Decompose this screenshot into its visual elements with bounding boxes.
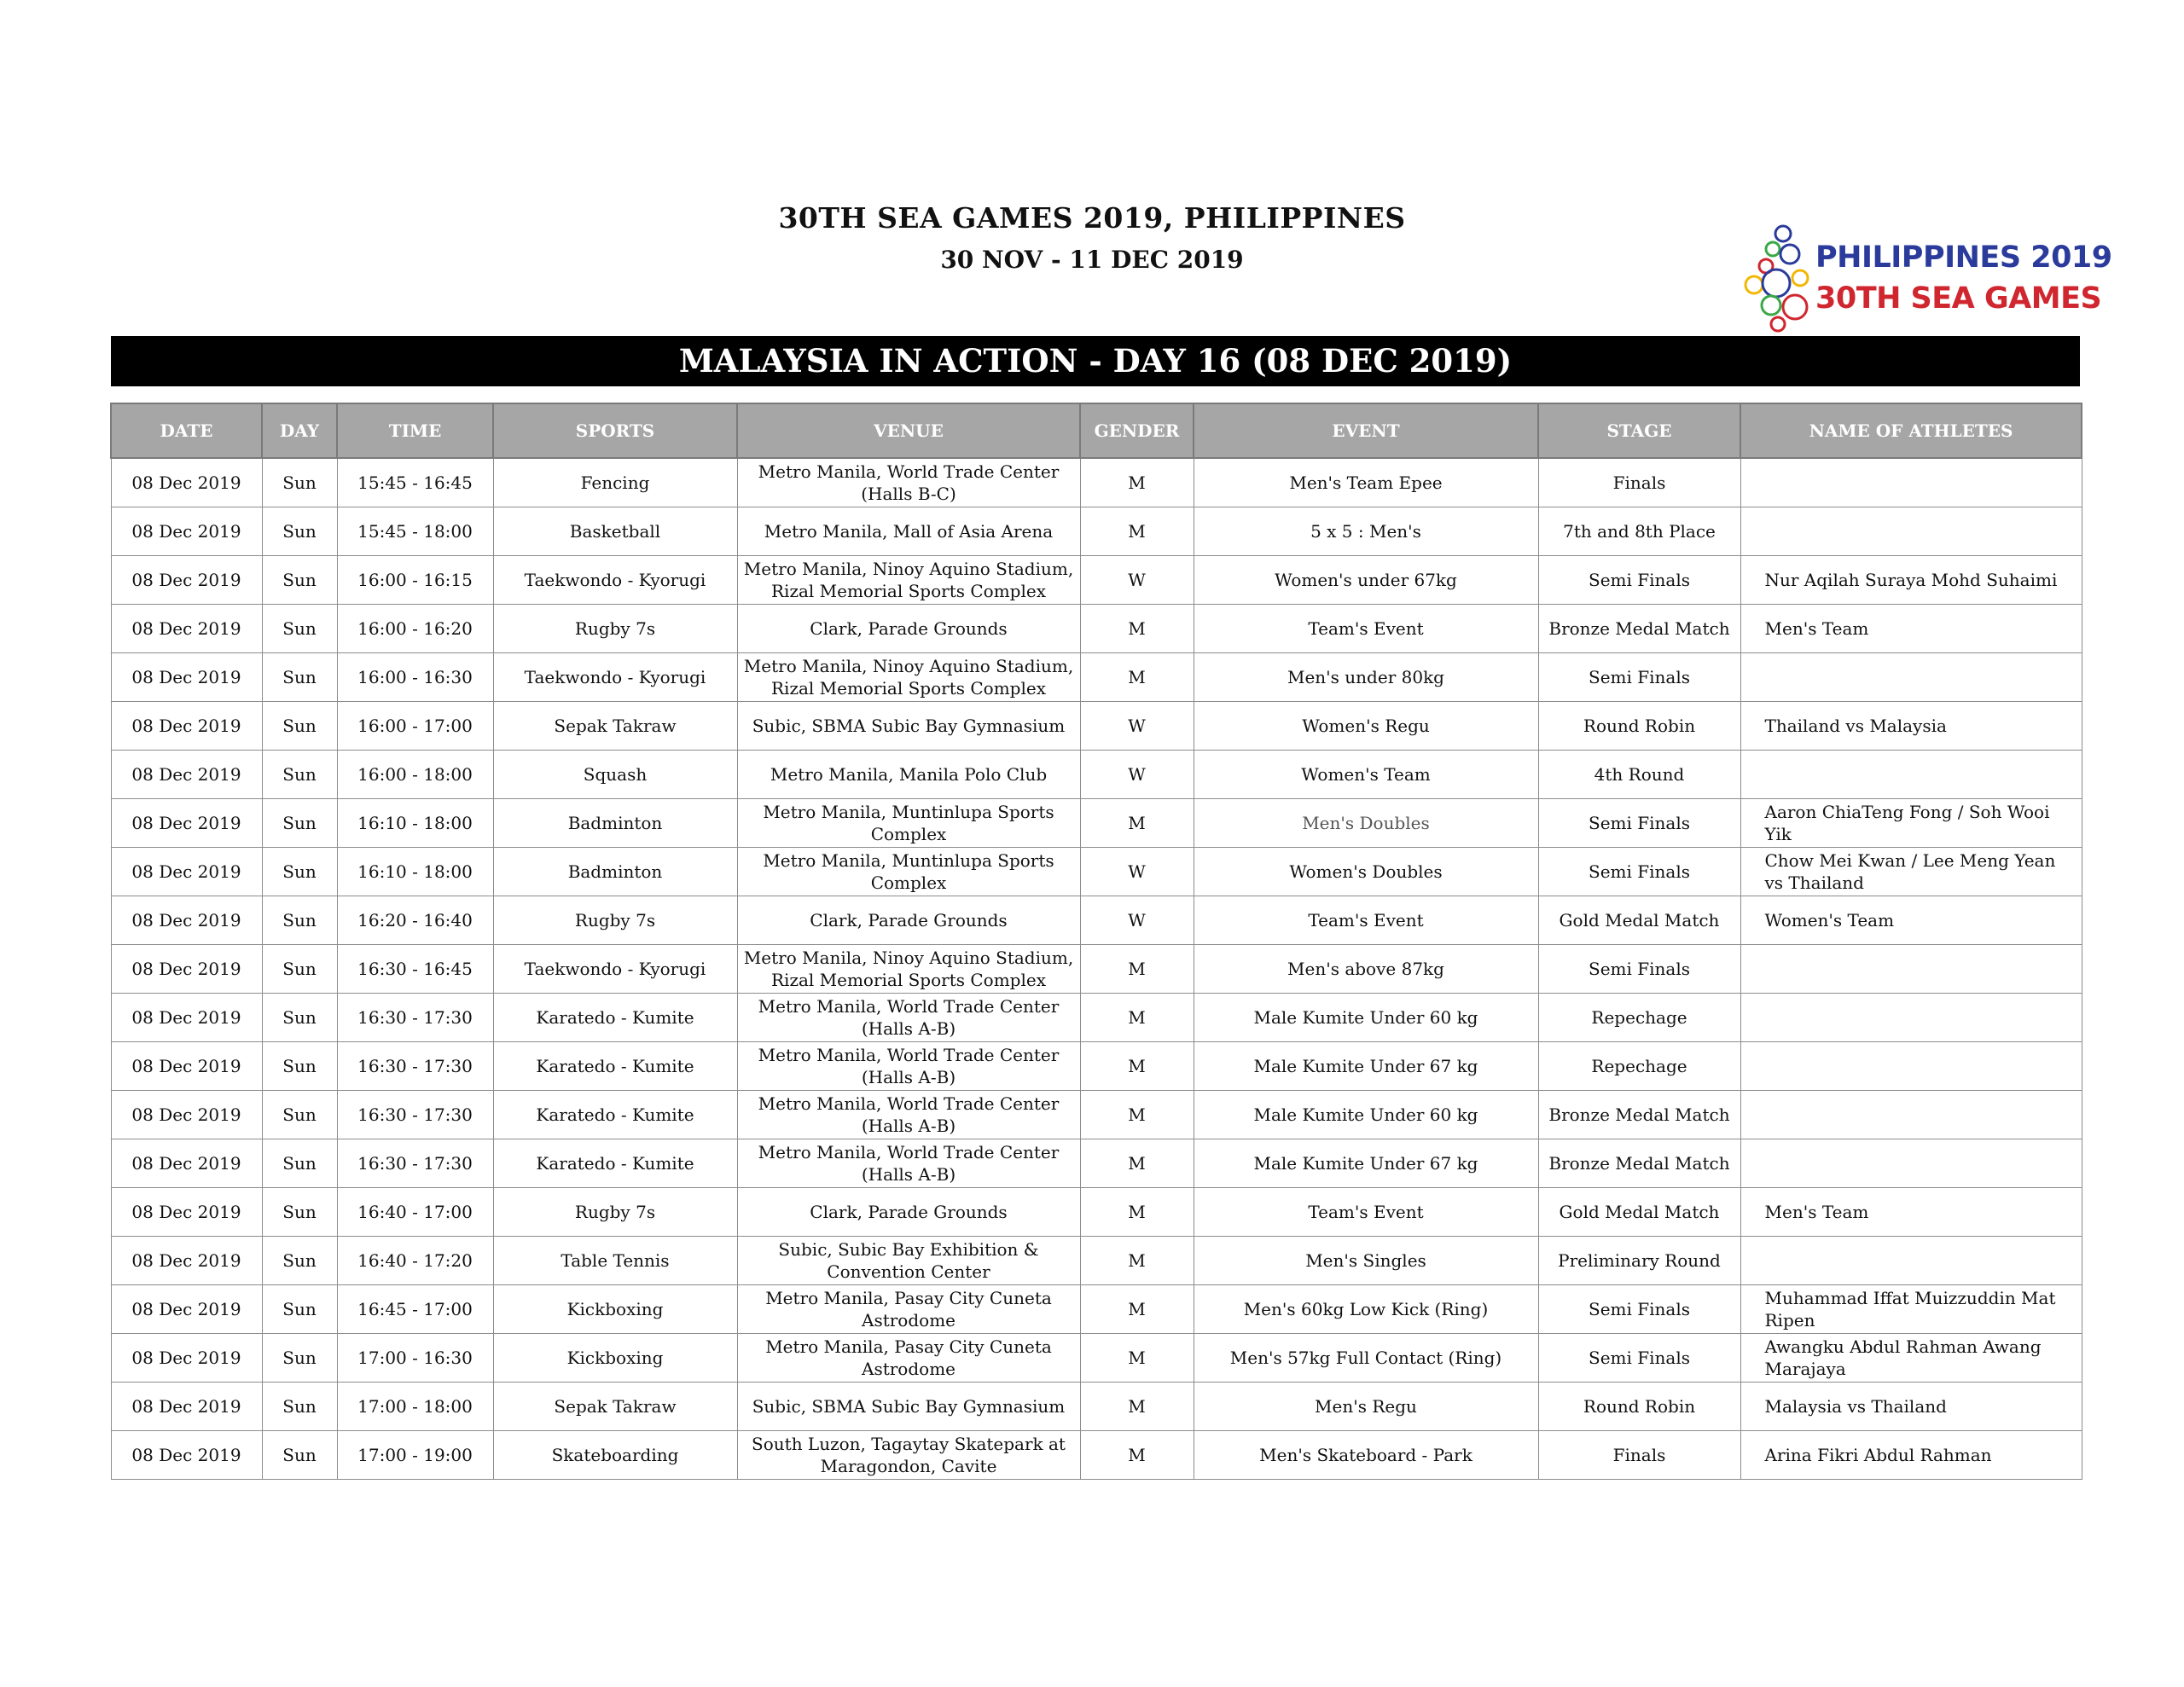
- cell-venue: Metro Manila, Ninoy Aquino Stadium, Rizal Memorial Sports Complex: [737, 653, 1080, 702]
- cell-sport: Karatedo - Kumite: [493, 1042, 737, 1091]
- cell-date: 08 Dec 2019: [111, 896, 262, 945]
- cell-time: 16:00 - 16:15: [337, 556, 493, 605]
- cell-date: 08 Dec 2019: [111, 653, 262, 702]
- column-header-event: EVENT: [1194, 403, 1538, 458]
- cell-athletes: Awangku Abdul Rahman Awang Marajaya: [1740, 1334, 2082, 1383]
- cell-day: Sun: [262, 1042, 337, 1091]
- cell-athletes: Women's Team: [1740, 896, 2082, 945]
- cell-stage: Semi Finals: [1538, 848, 1740, 896]
- table-row: [111, 896, 2082, 945]
- column-header-day: DAY: [262, 403, 337, 458]
- cell-day: Sun: [262, 1237, 337, 1285]
- cell-stage: Semi Finals: [1538, 799, 1740, 848]
- column-header-stage: STAGE: [1538, 403, 1740, 458]
- cell-sport: Rugby 7s: [493, 1188, 737, 1237]
- cell-day: Sun: [262, 1334, 337, 1383]
- cell-stage: Finals: [1538, 1431, 1740, 1480]
- cell-day: Sun: [262, 1188, 337, 1237]
- cell-date: 08 Dec 2019: [111, 1334, 262, 1383]
- cell-time: 16:00 - 18:00: [337, 751, 493, 799]
- cell-time: 16:30 - 17:30: [337, 1042, 493, 1091]
- cell-event: Women's Team: [1194, 751, 1538, 799]
- cell-time: 16:30 - 17:30: [337, 1139, 493, 1188]
- column-header-time: TIME: [337, 403, 493, 458]
- cell-gender: W: [1080, 848, 1194, 896]
- cell-stage: Bronze Medal Match: [1538, 1091, 1740, 1139]
- cell-date: 08 Dec 2019: [111, 1285, 262, 1334]
- cell-day: Sun: [262, 702, 337, 751]
- cell-stage: Round Robin: [1538, 702, 1740, 751]
- logo-text-philippines: PHILIPPINES 2019: [1815, 241, 2112, 275]
- cell-event: Men's under 80kg: [1194, 653, 1538, 702]
- cell-stage: 4th Round: [1538, 751, 1740, 799]
- cell-venue: Metro Manila, World Trade Center (Halls A-B): [737, 1042, 1080, 1091]
- cell-date: 08 Dec 2019: [111, 945, 262, 994]
- cell-time: 16:45 - 17:00: [337, 1285, 493, 1334]
- schedule-table: [110, 403, 2082, 1480]
- cell-gender: W: [1080, 702, 1194, 751]
- table-row: [111, 799, 2082, 848]
- cell-event: Male Kumite Under 60 kg: [1194, 994, 1538, 1042]
- cell-gender: M: [1080, 1091, 1194, 1139]
- cell-time: 16:00 - 16:30: [337, 653, 493, 702]
- cell-stage: Repechage: [1538, 1042, 1740, 1091]
- cell-sport: Sepak Takraw: [493, 702, 737, 751]
- cell-gender: M: [1080, 799, 1194, 848]
- cell-athletes: Muhammad Iffat Muizzuddin Mat Ripen: [1740, 1285, 2082, 1334]
- cell-stage: Gold Medal Match: [1538, 1188, 1740, 1237]
- table-row: [111, 848, 2082, 896]
- cell-gender: M: [1080, 1237, 1194, 1285]
- cell-time: 16:30 - 17:30: [337, 994, 493, 1042]
- cell-sport: Sepak Takraw: [493, 1383, 737, 1431]
- cell-event: Men's 57kg Full Contact (Ring): [1194, 1334, 1538, 1383]
- cell-date: 08 Dec 2019: [111, 702, 262, 751]
- cell-sport: Badminton: [493, 799, 737, 848]
- cell-time: 16:30 - 16:45: [337, 945, 493, 994]
- cell-gender: M: [1080, 994, 1194, 1042]
- cell-venue: Metro Manila, Muntinlupa Sports Complex: [737, 848, 1080, 896]
- cell-sport: Fencing: [493, 458, 737, 507]
- cell-date: 08 Dec 2019: [111, 507, 262, 556]
- cell-venue: Subic, SBMA Subic Bay Gymnasium: [737, 702, 1080, 751]
- cell-time: 16:10 - 18:00: [337, 848, 493, 896]
- cell-gender: M: [1080, 1431, 1194, 1480]
- cell-sport: Karatedo - Kumite: [493, 1091, 737, 1139]
- cell-date: 08 Dec 2019: [111, 799, 262, 848]
- cell-date: 08 Dec 2019: [111, 1042, 262, 1091]
- cell-venue: Metro Manila, Ninoy Aquino Stadium, Rizal Memorial Sports Complex: [737, 945, 1080, 994]
- cell-time: 16:10 - 18:00: [337, 799, 493, 848]
- cell-gender: M: [1080, 458, 1194, 507]
- cell-time: 16:20 - 16:40: [337, 896, 493, 945]
- cell-gender: W: [1080, 556, 1194, 605]
- cell-sport: Taekwondo - Kyorugi: [493, 945, 737, 994]
- cell-venue: Subic, SBMA Subic Bay Gymnasium: [737, 1383, 1080, 1431]
- column-header-gender: GENDER: [1080, 403, 1194, 458]
- page-title: 30TH SEA GAMES 2019, PHILIPPINES: [778, 201, 1406, 235]
- cell-date: 08 Dec 2019: [111, 1383, 262, 1431]
- cell-stage: Semi Finals: [1538, 945, 1740, 994]
- cell-time: 16:00 - 16:20: [337, 605, 493, 653]
- cell-date: 08 Dec 2019: [111, 994, 262, 1042]
- cell-sport: Rugby 7s: [493, 605, 737, 653]
- cell-venue: Metro Manila, Manila Polo Club: [737, 751, 1080, 799]
- cell-venue: Metro Manila, World Trade Center (Halls A-B): [737, 1091, 1080, 1139]
- cell-athletes: Men's Team: [1740, 1188, 2082, 1237]
- cell-stage: Round Robin: [1538, 1383, 1740, 1431]
- cell-event: Women's Regu: [1194, 702, 1538, 751]
- cell-day: Sun: [262, 1091, 337, 1139]
- cell-venue: Clark, Parade Grounds: [737, 605, 1080, 653]
- cell-sport: Basketball: [493, 507, 737, 556]
- cell-athletes: Men's Team: [1740, 605, 2082, 653]
- table-row: [111, 458, 2082, 507]
- cell-venue: Metro Manila, Mall of Asia Arena: [737, 507, 1080, 556]
- cell-sport: Taekwondo - Kyorugi: [493, 556, 737, 605]
- cell-day: Sun: [262, 1383, 337, 1431]
- cell-venue: Subic, Subic Bay Exhibition & Convention Center: [737, 1237, 1080, 1285]
- cell-sport: Taekwondo - Kyorugi: [493, 653, 737, 702]
- table-row: [111, 507, 2082, 556]
- cell-gender: W: [1080, 896, 1194, 945]
- cell-date: 08 Dec 2019: [111, 556, 262, 605]
- cell-day: Sun: [262, 896, 337, 945]
- cell-stage: Gold Medal Match: [1538, 896, 1740, 945]
- cell-sport: Table Tennis: [493, 1237, 737, 1285]
- cell-sport: Squash: [493, 751, 737, 799]
- cell-athletes: Malaysia vs Thailand: [1740, 1383, 2082, 1431]
- cell-event: Team's Event: [1194, 605, 1538, 653]
- table-row: [111, 994, 2082, 1042]
- cell-event: Men's 60kg Low Kick (Ring): [1194, 1285, 1538, 1334]
- cell-stage: Finals: [1538, 458, 1740, 507]
- cell-athletes: Thailand vs Malaysia: [1740, 702, 2082, 751]
- table-row: [111, 1042, 2082, 1091]
- cell-gender: M: [1080, 507, 1194, 556]
- cell-time: 17:00 - 16:30: [337, 1334, 493, 1383]
- cell-venue: Metro Manila, World Trade Center (Halls A-B): [737, 1139, 1080, 1188]
- table-row: [111, 1188, 2082, 1237]
- table-row: [111, 1285, 2082, 1334]
- cell-day: Sun: [262, 945, 337, 994]
- column-header-athletes: NAME OF ATHLETES: [1740, 403, 2082, 458]
- cell-sport: Kickboxing: [493, 1334, 737, 1383]
- cell-day: Sun: [262, 507, 337, 556]
- cell-time: 15:45 - 16:45: [337, 458, 493, 507]
- cell-gender: M: [1080, 605, 1194, 653]
- event-dates: 30 NOV - 11 DEC 2019: [940, 246, 1244, 274]
- cell-time: 16:40 - 17:20: [337, 1237, 493, 1285]
- table-row: [111, 1431, 2082, 1480]
- cell-venue: South Luzon, Tagaytay Skatepark at Maragondon, Cavite: [737, 1431, 1080, 1480]
- cell-stage: Preliminary Round: [1538, 1237, 1740, 1285]
- cell-date: 08 Dec 2019: [111, 605, 262, 653]
- cell-event: Women's Doubles: [1194, 848, 1538, 896]
- table-row: [111, 1237, 2082, 1285]
- cell-time: 16:30 - 17:30: [337, 1091, 493, 1139]
- table-row: [111, 653, 2082, 702]
- cell-stage: Semi Finals: [1538, 1334, 1740, 1383]
- cell-date: 08 Dec 2019: [111, 458, 262, 507]
- cell-athletes: [1740, 1042, 2082, 1091]
- cell-event: 5 x 5 : Men's: [1194, 507, 1538, 556]
- cell-event: Men's above 87kg: [1194, 945, 1538, 994]
- cell-stage: 7th and 8th Place: [1538, 507, 1740, 556]
- cell-day: Sun: [262, 1431, 337, 1480]
- cell-athletes: [1740, 994, 2082, 1042]
- cell-time: 17:00 - 18:00: [337, 1383, 493, 1431]
- cell-time: 16:40 - 17:00: [337, 1188, 493, 1237]
- table-row: [111, 751, 2082, 799]
- cell-athletes: [1740, 1091, 2082, 1139]
- cell-day: Sun: [262, 556, 337, 605]
- table-header-row: [111, 403, 2082, 458]
- cell-event: Men's Team Epee: [1194, 458, 1538, 507]
- table-row: [111, 1334, 2082, 1383]
- cell-gender: M: [1080, 1139, 1194, 1188]
- cell-sport: Skateboarding: [493, 1431, 737, 1480]
- cell-time: 17:00 - 19:00: [337, 1431, 493, 1480]
- cell-event: Team's Event: [1194, 1188, 1538, 1237]
- cell-sport: Kickboxing: [493, 1285, 737, 1334]
- cell-day: Sun: [262, 994, 337, 1042]
- table-row: [111, 702, 2082, 751]
- cell-athletes: [1740, 1237, 2082, 1285]
- cell-day: Sun: [262, 1285, 337, 1334]
- cell-venue: Metro Manila, World Trade Center (Halls B-C): [737, 458, 1080, 507]
- cell-athletes: Nur Aqilah Suraya Mohd Suhaimi: [1740, 556, 2082, 605]
- cell-day: Sun: [262, 653, 337, 702]
- cell-time: 16:00 - 17:00: [337, 702, 493, 751]
- cell-venue: Metro Manila, Ninoy Aquino Stadium, Rizal Memorial Sports Complex: [737, 556, 1080, 605]
- sea-games-logo: [1740, 223, 2112, 334]
- cell-stage: Semi Finals: [1538, 556, 1740, 605]
- cell-venue: Metro Manila, Pasay City Cuneta Astrodome: [737, 1285, 1080, 1334]
- table-row: [111, 1139, 2082, 1188]
- cell-athletes: [1740, 945, 2082, 994]
- cell-athletes: [1740, 1139, 2082, 1188]
- cell-day: Sun: [262, 799, 337, 848]
- cell-stage: Bronze Medal Match: [1538, 605, 1740, 653]
- logo-text-sea-games: 30TH SEA GAMES: [1815, 281, 2102, 316]
- schedule-body: [111, 458, 2082, 1480]
- cell-day: Sun: [262, 458, 337, 507]
- cell-sport: Karatedo - Kumite: [493, 1139, 737, 1188]
- cell-day: Sun: [262, 848, 337, 896]
- cell-stage: Bronze Medal Match: [1538, 1139, 1740, 1188]
- cell-date: 08 Dec 2019: [111, 1237, 262, 1285]
- cell-sport: Badminton: [493, 848, 737, 896]
- table-row: [111, 1383, 2082, 1431]
- cell-gender: M: [1080, 1042, 1194, 1091]
- rings-icon: [1740, 223, 1817, 334]
- cell-gender: M: [1080, 1334, 1194, 1383]
- cell-event: Men's Singles: [1194, 1237, 1538, 1285]
- cell-stage: Semi Finals: [1538, 653, 1740, 702]
- cell-date: 08 Dec 2019: [111, 848, 262, 896]
- cell-athletes: Chow Mei Kwan / Lee Meng Yean vs Thailand: [1740, 848, 2082, 896]
- cell-event: Men's Skateboard - Park: [1194, 1431, 1538, 1480]
- cell-event: Male Kumite Under 60 kg: [1194, 1091, 1538, 1139]
- cell-event: Men's Doubles: [1194, 799, 1538, 848]
- cell-gender: M: [1080, 1285, 1194, 1334]
- cell-date: 08 Dec 2019: [111, 1188, 262, 1237]
- cell-date: 08 Dec 2019: [111, 1139, 262, 1188]
- table-row: [111, 556, 2082, 605]
- cell-event: Women's under 67kg: [1194, 556, 1538, 605]
- column-header-sports: SPORTS: [493, 403, 737, 458]
- cell-venue: Metro Manila, World Trade Center (Halls A-B): [737, 994, 1080, 1042]
- cell-venue: Metro Manila, Pasay City Cuneta Astrodome: [737, 1334, 1080, 1383]
- cell-event: Male Kumite Under 67 kg: [1194, 1139, 1538, 1188]
- cell-gender: M: [1080, 1188, 1194, 1237]
- cell-athletes: Aaron ChiaTeng Fong / Soh Wooi Yik: [1740, 799, 2082, 848]
- cell-athletes: Arina Fikri Abdul Rahman: [1740, 1431, 2082, 1480]
- column-header-venue: VENUE: [737, 403, 1080, 458]
- cell-sport: Rugby 7s: [493, 896, 737, 945]
- cell-event: Men's Regu: [1194, 1383, 1538, 1431]
- cell-date: 08 Dec 2019: [111, 751, 262, 799]
- cell-stage: Repechage: [1538, 994, 1740, 1042]
- column-header-date: DATE: [111, 403, 262, 458]
- cell-date: 08 Dec 2019: [111, 1091, 262, 1139]
- cell-gender: M: [1080, 653, 1194, 702]
- cell-venue: Metro Manila, Muntinlupa Sports Complex: [737, 799, 1080, 848]
- cell-gender: M: [1080, 945, 1194, 994]
- cell-day: Sun: [262, 605, 337, 653]
- cell-venue: Clark, Parade Grounds: [737, 896, 1080, 945]
- cell-sport: Karatedo - Kumite: [493, 994, 737, 1042]
- cell-athletes: [1740, 751, 2082, 799]
- cell-gender: M: [1080, 1383, 1194, 1431]
- table-row: [111, 945, 2082, 994]
- cell-date: 08 Dec 2019: [111, 1431, 262, 1480]
- cell-gender: W: [1080, 751, 1194, 799]
- day-banner: MALAYSIA IN ACTION - DAY 16 (08 DEC 2019): [111, 336, 2080, 386]
- table-row: [111, 605, 2082, 653]
- cell-athletes: [1740, 458, 2082, 507]
- cell-event: Male Kumite Under 67 kg: [1194, 1042, 1538, 1091]
- cell-day: Sun: [262, 1139, 337, 1188]
- cell-event: Team's Event: [1194, 896, 1538, 945]
- table-row: [111, 1091, 2082, 1139]
- cell-time: 15:45 - 18:00: [337, 507, 493, 556]
- cell-stage: Semi Finals: [1538, 1285, 1740, 1334]
- cell-venue: Clark, Parade Grounds: [737, 1188, 1080, 1237]
- cell-athletes: [1740, 507, 2082, 556]
- cell-day: Sun: [262, 751, 337, 799]
- cell-athletes: [1740, 653, 2082, 702]
